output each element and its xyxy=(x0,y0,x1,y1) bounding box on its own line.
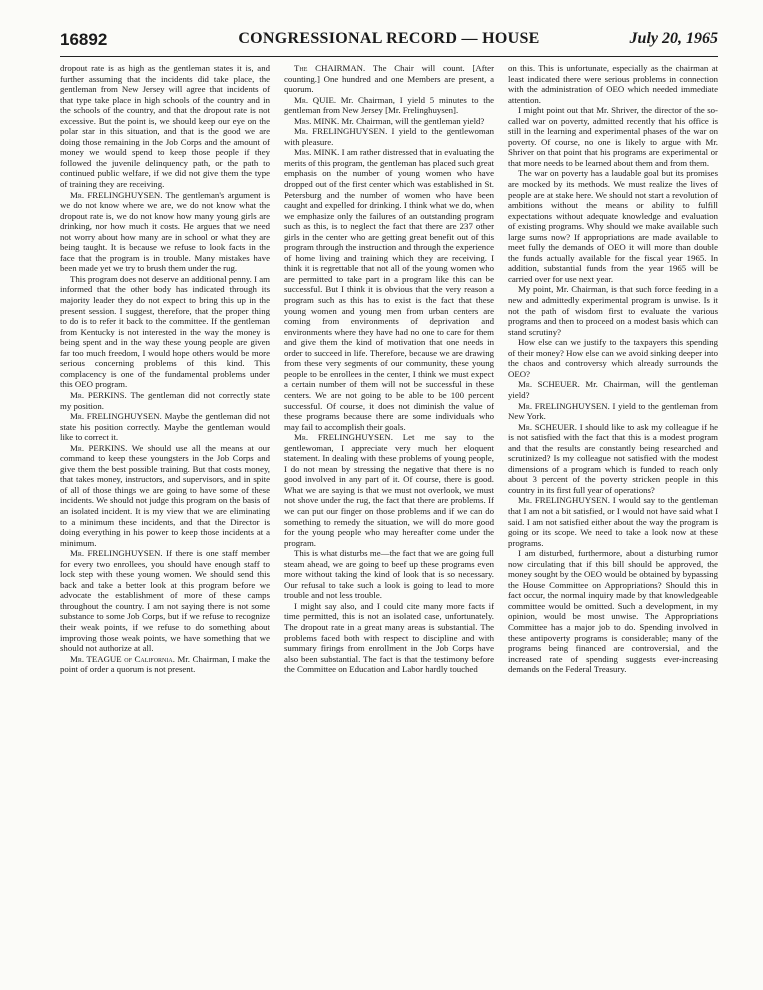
speaker-name: Mr. PERKINS. xyxy=(70,442,128,453)
paragraph xyxy=(60,274,270,390)
paragraph xyxy=(60,190,270,274)
paragraph-text: I might point out that Mr. Shriver, the director of the so-called war on poverty, admitted recently that his office is still in the learning and experimental phases of the war on poverty. Of course, no one is likely to argue with Mr. Shriver on that point that his programs are experimental or that more needs to be learned about them and from them. xyxy=(508,105,718,168)
page-number: 16892 xyxy=(60,30,108,49)
speaker-name: Mr. QUIE. xyxy=(294,94,337,105)
speaker-name: Mr. FRELINGHUYSEN. xyxy=(70,189,163,200)
publication-date: July 20, 1965 xyxy=(629,30,718,47)
paragraph xyxy=(508,337,718,379)
paragraph-text: The gentleman did not correctly state my position. xyxy=(60,389,270,411)
column-2 xyxy=(284,63,494,675)
paragraph xyxy=(284,147,494,432)
paragraph xyxy=(508,548,718,675)
publication-title: CONGRESSIONAL RECORD — HOUSE xyxy=(238,30,540,47)
paragraph xyxy=(508,401,718,422)
paragraph-text: How else can we justify to the taxpayers this spending of their money? How else can we avoid sinking deeper into the chaos and controversy which already surrounds the OEO? xyxy=(508,337,718,379)
paragraph-text: The war on poverty has a laudable goal but its promises are mocked by its methods. We must realize the lives of people are at stake here. We should not start a revolution of ambitions without the means or ability to fulfill expectations without adequate knowledge and evaluation of existing programs. Why should we make available such large sums now? If appropriations are made available to meet fully the demands of OEO it will more than double the funds actually available for the fiscal year 1965. In addition, substantial funds from the year 1965 will be carried over for use next year. xyxy=(508,168,718,284)
page-header xyxy=(60,30,718,57)
paragraph xyxy=(60,411,270,443)
paragraph-text: I am disturbed, furthermore, about a disturbing rumor now circulating that if this bill should be approved, the money sought by the OEO would be obtained by bypassing the House Committee on Appropriations? Should this in fact occur, the normal inquiry made by that knowledgeable committee would be omitted. Such a development, in my opinion, would be most unwise. The Appropriations Committee has a major job to do. Spending involved in these antipoverty programs is considerable; many of the programs being financed are controversial, and the increased rate of spending suggests ever-increasing demands on the Federal Treasury. xyxy=(508,548,718,675)
paragraph xyxy=(60,63,270,190)
paragraph-text: dropout rate is as high as the gentleman states it is, and further assuming that the incidents did take place, the gentleman from New Jersey will agree that incidents of that type take place in high schools of the country and in the schools of the country, and that the dropout rate is not excessive. But the point is, we should keep our eye on the polar star in this situation, and that is the good we are doing those remaining in the Job Corps and the amount of money we would spend to keep those people if they followed the juvenile delinquency path, or the path to continued public welfare, if we did not give them the type of training they are receiving. xyxy=(60,63,270,190)
paragraph xyxy=(284,601,494,675)
paragraph-text: I might say also, and I could cite many more facts if time permitted, this is not an isolated case, unfortunately. The dropout rate in a great many areas is substantial. The problems faced both with respect to discipline and with summary firings from enrollment in the Job Corps have also been substantial. The fact is that the testimony before the Committee on Education and Labor hardly touched xyxy=(284,600,494,675)
paragraph-text: I yield to the gentleman from New York. xyxy=(508,400,718,422)
paragraph xyxy=(60,548,270,653)
paragraph-text: I should like to ask my colleague if he is not satisfied with the fact that this is a modest program and that the results are constantly being researched and scrutinized? Is my colleague not satisfied with the modest dimensions of a program which is funded to reach only about 3 percent of the poverty stricken people in this country in its first full year of operations? xyxy=(508,421,718,495)
paragraph-text: If there is one staff member for every two enrollees, you should have enough staff to lock step with these young women. We should send this back and take a better look at this program before we advocate the establishment of more of these camps throughout the country. I am not saying there is not some substance to some Job Corps, but if we refuse to recognize their weak points, if we refuse to do something about improving those weak points, we have something that we should not authorize at all. xyxy=(60,548,270,654)
paragraph-text: This program does not deserve an additional penny. I am informed that the other body has indicated through its majority leader they do not expect to bring this up in the present session. I suggest, therefore, that the proper thing to do is to refer it back to the committee. If the gentleman from Kentucky is not interested in the way the money is being spent and in the way these young people are given far too much freedom, I would hope others would be more serious concerning problems of this kind. This complacency is one of the fundamental problems under this OEO program. xyxy=(60,273,270,390)
speaker-name: Mr. FRELINGHUYSEN. xyxy=(70,411,162,422)
paragraph xyxy=(60,443,270,548)
column-3 xyxy=(508,63,718,675)
paragraph-text: on this. This is unfortunate, especially as the chairman at least indicated there were serious problems in connection with the administration of OEO which needed immediate attention. xyxy=(508,63,718,105)
paragraph-text: My point, Mr. Chairman, is that such force feeding in a new and admittedly experimental program is unwise. Is it not the path of wisdom first to evaluate the various programs and then to proceed on a modest basis which can stand scrutiny? xyxy=(508,284,718,337)
column-1 xyxy=(60,63,270,675)
paragraph-text: Mr. Chairman, will the gentleman yield? xyxy=(339,115,485,126)
paragraph xyxy=(508,422,718,496)
speaker-name: Mr. TEAGUE of California. xyxy=(70,653,175,664)
paragraph-text: We should use all the means at our command to keep these youngsters in the Job Corps and give them the best possible training. But that costs money, that takes money, instructors, and supervisors, and in spite of all of those things we are going to have some of these incidents. We should not judge this program on the basis of an isolated incident. It is my view that we are eliminating to a minimum these incidents, and that the Director is doing everything in his power to keep those incidents at a minimum. xyxy=(60,442,270,548)
paragraph xyxy=(284,432,494,548)
speaker-name: Mr. FRELINGHUYSEN. xyxy=(518,400,610,411)
paragraph-text: The gentleman's argument is we do not know where we are, we do not know what the dropout rate is, we do not know how many young girls are drinking, nor how much it costs. He argues that we need not worry about how many are in school or what they are being taught. It is because we refuse to look facts in the face that the program is in trouble. Many mistakes have been made yet we try to brush them under the rug. xyxy=(60,189,270,274)
paragraph xyxy=(508,168,718,284)
paragraph-text: I am rather distressed that in evaluating the merits of this program, the gentleman has placed such great emphasis on the number of young women who have dropped out of the first center which was established in St. Petersburg and the number of women who have been caught and expelled for drinking. I think what we do, when we emphasize only the failures of an outstanding program such as this, is to neglect the fact that there are 237 other girls in the center who are getting great benefit out of this program through the instruction and through the experience of home living and training which they are receiving. I think it is regrettable that not all of the young women who are permitted to take part in a program like this can be successful. But I think it is obvious that the very reason a program such as this has to exist is the fact that these young women and young men from urban centers are coming from environments of deprivation and environments where they have had no one to care for them and give them the kind of motivation that one needs in order to succeed in life. Therefore, because we are drawing from these very segments of our community, these young people to be enrollees in the center, I think we must expect a certain number of them will not be successful in these centers. We are not going to be able to be 100 percent successful. Of course, it does not diminish the value of these programs because there are some individuals who may fail to accomplish their goals. xyxy=(284,147,494,432)
speaker-name: The CHAIRMAN. xyxy=(294,63,366,73)
paragraph xyxy=(508,495,718,548)
paragraph xyxy=(508,284,718,337)
paragraph-text: Mr. Chairman, I yield 5 minutes to the gentleman from New Jersey [Mr. Frelinghuysen]. xyxy=(284,94,494,116)
paragraph xyxy=(508,379,718,400)
paragraph-text: I would say to the gentleman that I am not a bit satisfied, or I would not have said what I said. I am not satisfied either about the way the program is going or its scope. We need to take a look now at these programs. xyxy=(508,495,718,548)
paragraph xyxy=(284,63,494,95)
paragraph-text: This is what disturbs me—the fact that we are going full steam ahead, we are going to beef up these programs even more without taking the kind of look that is so necessary. Our refusal to take such a look is going to lead to more trouble and not less trouble. xyxy=(284,548,494,601)
paragraph-text: Maybe the gentleman did not state his position correctly. Maybe the gentleman would like to correct it. xyxy=(60,411,270,443)
speaker-name: Mr. FRELINGHUYSEN. xyxy=(294,432,393,443)
paragraph xyxy=(60,654,270,675)
speaker-name: Mr. SCHEUER. xyxy=(518,379,580,390)
paragraph xyxy=(508,105,718,168)
speaker-name: Mr. FRELINGHUYSEN. xyxy=(294,126,388,137)
paragraph xyxy=(508,63,718,105)
text-columns xyxy=(60,63,718,675)
paragraph-text: Mr. Chairman, I make the point of order a quorum is not present. xyxy=(60,653,270,675)
speaker-name: Mrs. MINK. xyxy=(294,147,340,158)
paragraph-text: Let me say to the gentlewoman, I appreciate very much her eloquent statement. In dealing with these problems of young people, I do not mean by stressing the negative that there is no good involved in any part of it. Of course, there is good. What we are saying is that we must not overlook, we must not shove under the rug, the fact that there are problems. If we can put our finger on those problems and if we can do something to remedy the situation, we will do more good for the young people who may hereafter come under the program. xyxy=(284,432,494,548)
paragraph xyxy=(284,116,494,127)
speaker-name: Mr. SCHEUER. xyxy=(518,421,577,432)
speaker-name: Mr. FRELINGHUYSEN. xyxy=(518,495,610,506)
paragraph-text: Mr. Chairman, will the gentleman yield? xyxy=(508,379,718,400)
speaker-name: Mrs. MINK. xyxy=(294,115,340,126)
paragraph xyxy=(284,95,494,116)
speaker-name: Mr. PERKINS. xyxy=(70,389,127,400)
paragraph-text: I yield to the gentlewoman with pleasure. xyxy=(284,126,495,147)
paragraph xyxy=(284,126,494,147)
paragraph xyxy=(60,390,270,411)
speaker-name: Mr. FRELINGHUYSEN. xyxy=(70,548,163,559)
paragraph-text: The Chair will count. [After counting.] One hundred and one Members are present, a quorum. xyxy=(284,63,494,95)
paragraph xyxy=(284,548,494,601)
